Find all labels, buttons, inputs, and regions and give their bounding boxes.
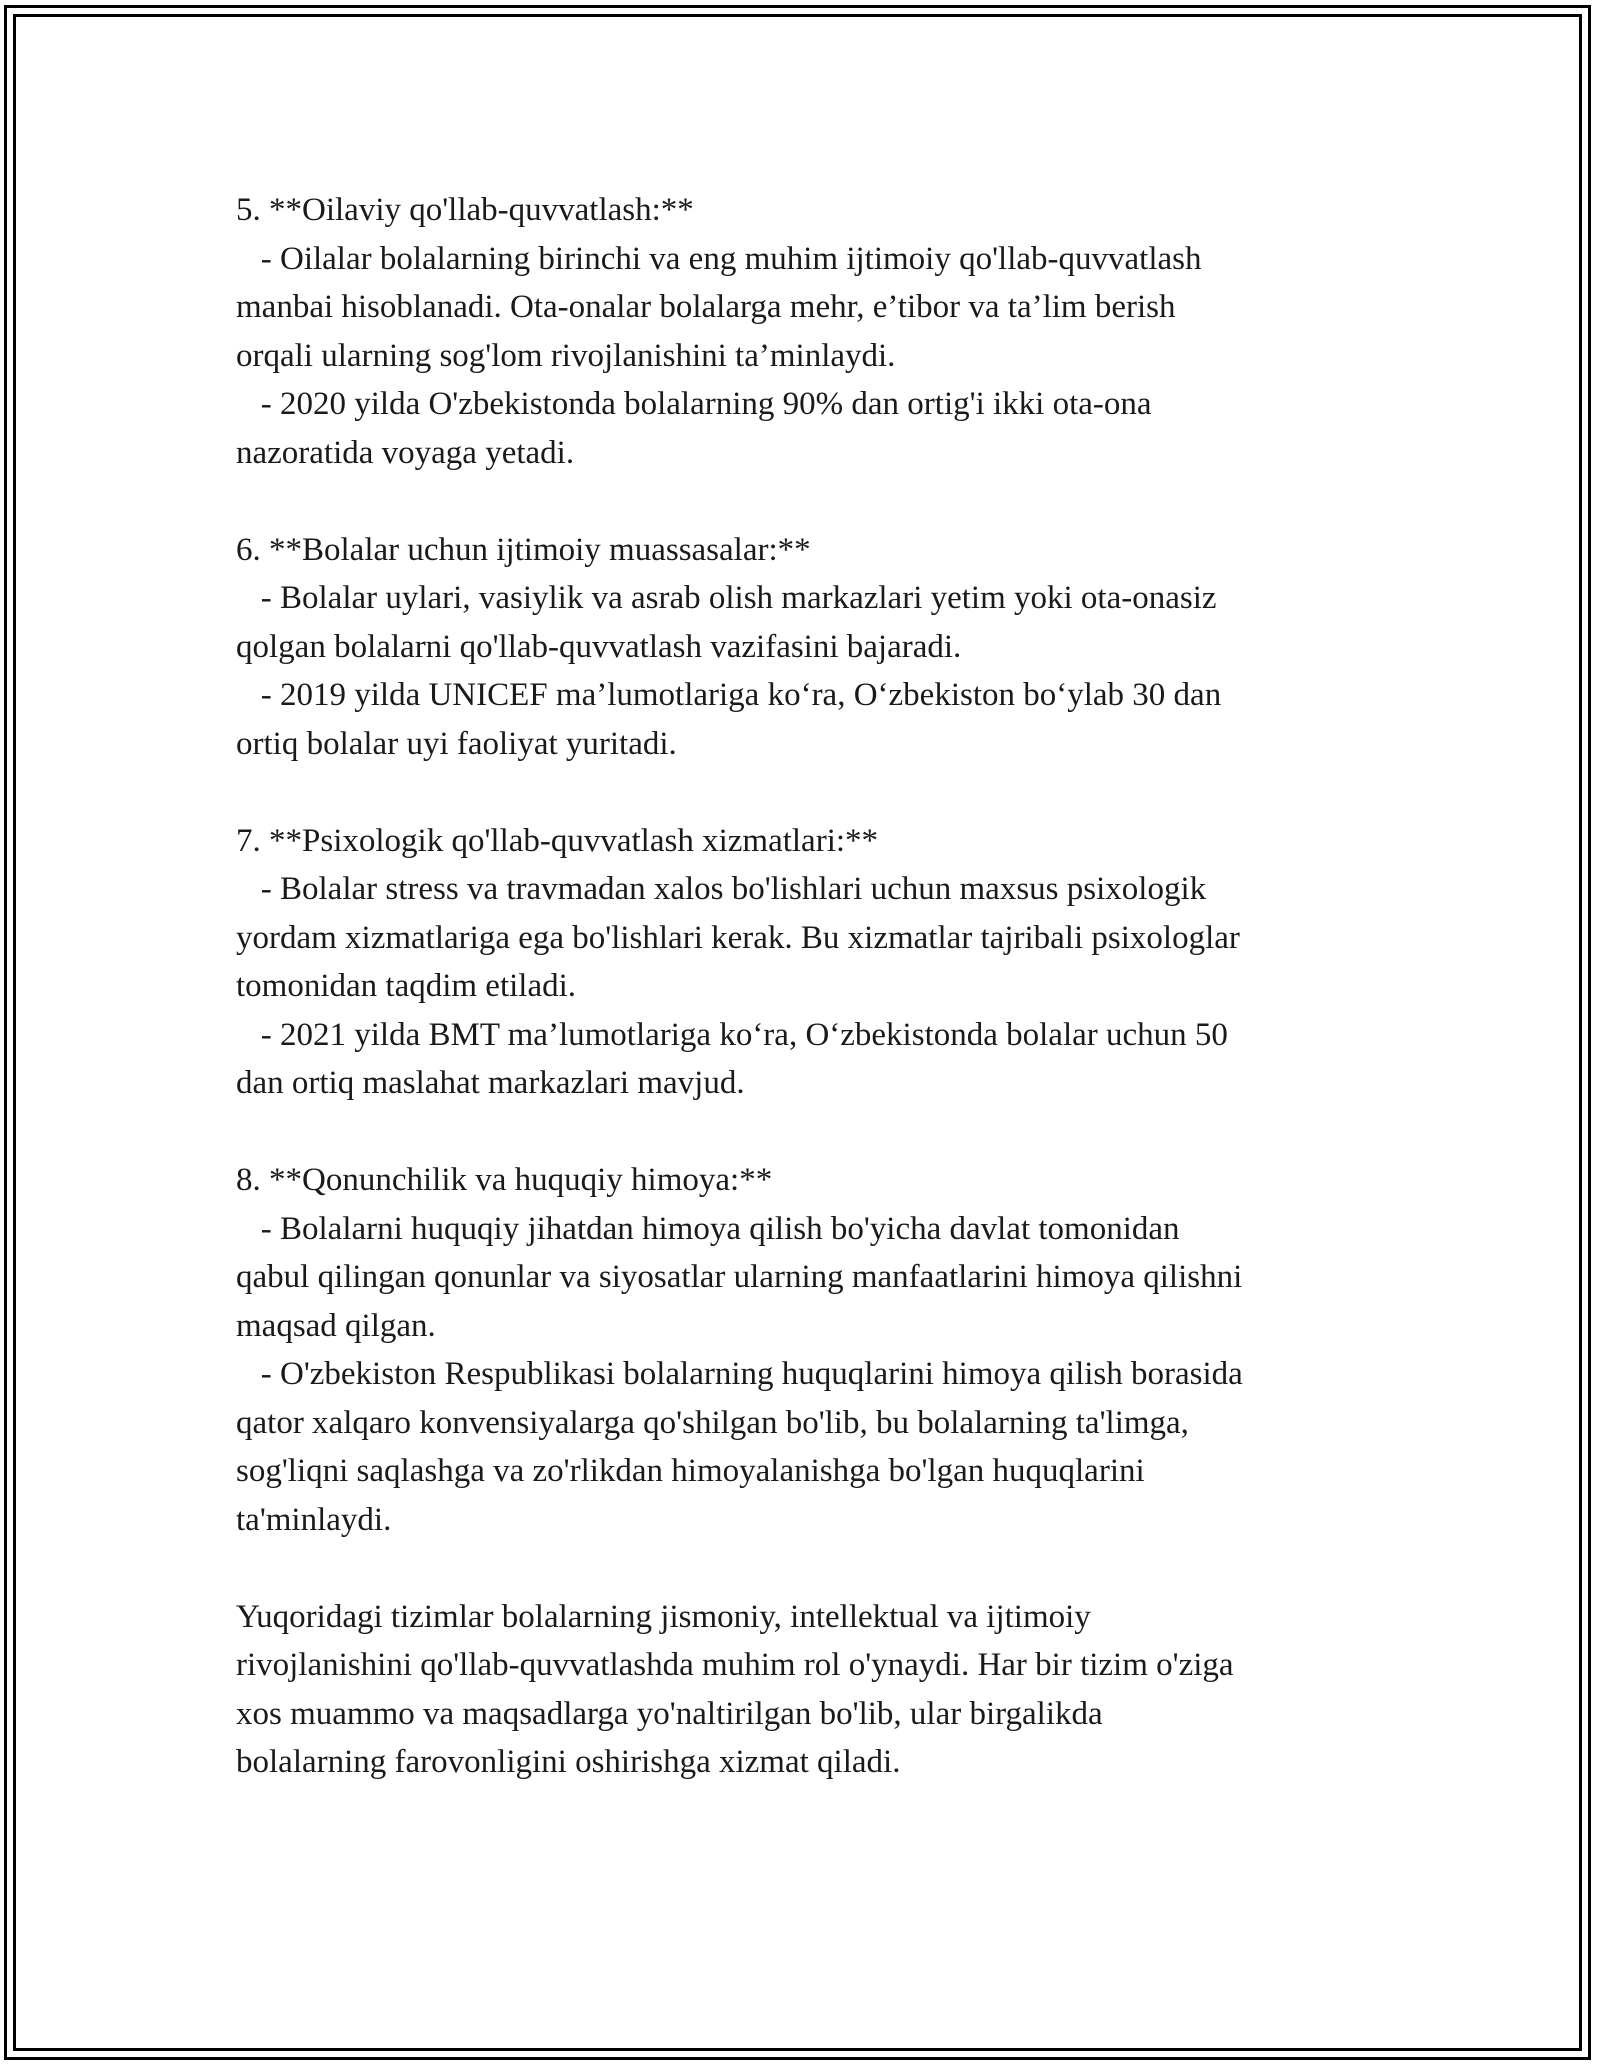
section-heading: 6. **Bolalar uchun ijtimoiy muassasalar:** <box>236 531 811 568</box>
section-social-institutions <box>236 526 1396 769</box>
text-line: tomonidan taqdim etiladi. <box>236 968 577 1004</box>
text-line: manbai hisoblanadi. Ota-onalar bolalarga mehr, e’tibor va ta’lim berish <box>236 289 1176 325</box>
conclusion-paragraph <box>236 1593 1396 1787</box>
text-line: ta'minlaydi. <box>236 1501 392 1538</box>
text-line: orqali ularning sog'lom rivojlanishini ta’minlaydi. <box>236 337 896 374</box>
text-line: - Bolalarni huquqiy jihatdan himoya qilish bo'yicha davlat tomonidan <box>236 1210 1180 1247</box>
text-line: - Bolalar stress va travmadan xalos bo'lishlari uchun maxsus psixologik <box>236 871 1207 907</box>
section-heading: 8. **Qonunchilik va huquqiy himoya:** <box>236 1162 773 1198</box>
text-line: - 2021 yilda BMT ma’lumotlariga ko‘ra, O‘zbekistonda bolalar uchun 50 <box>236 1016 1228 1053</box>
document-body <box>236 186 1396 1835</box>
text-line: xos muammo va maqsadlarga yo'naltirilgan bo'lib, ular birgalikda <box>236 1695 1103 1732</box>
text-line: - 2020 yilda O'zbekistonda bolalarning 90% dan ortig'i ikki ota-ona <box>236 386 1152 422</box>
text-line: - Oilalar bolalarning birinchi va eng muhim ijtimoiy qo'llab-quvvatlash <box>236 240 1202 277</box>
text-line: rivojlanishini qo'llab-quvvatlashda muhim rol o'ynaydi. Har bir tizim o'ziga <box>236 1647 1234 1683</box>
text-line: qolgan bolalarni qo'llab-quvvatlash vazifasini bajaradi. <box>236 628 962 665</box>
text-line: sog'liqni saqlashga va zo'rlikdan himoyalanishga bo'lgan huquqlarini <box>236 1453 1145 1489</box>
text-line: nazoratida voyaga yetadi. <box>236 434 575 471</box>
text-line: maqsad qilgan. <box>236 1307 436 1344</box>
text-line: - Bolalar uylari, vasiylik va asrab olish markazlari yetim yoki ota-onasiz <box>236 580 1217 616</box>
text-line: yordam xizmatlariga ega bo'lishlari kerak. Bu xizmatlar tajribali psixologlar <box>236 919 1240 956</box>
text-line: ortiq bolalar uyi faoliyat yuritadi. <box>236 725 677 762</box>
section-heading: 7. **Psixologik qo'llab-quvvatlash xizmatlari:** <box>236 822 879 859</box>
text-line: - O'zbekiston Respublikasi bolalarning huquqlarini himoya qilish borasida <box>236 1356 1243 1392</box>
text-line: - 2019 yilda UNICEF ma’lumotlariga ko‘ra, O‘zbekiston bo‘ylab 30 dan <box>236 677 1222 713</box>
text-line: bolalarning farovonligini oshirishga xizmat qiladi. <box>236 1744 901 1780</box>
section-heading: 5. **Oilaviy qo'llab-quvvatlash:** <box>236 192 694 228</box>
text-line: dan ortiq maslahat markazlari mavjud. <box>236 1065 745 1101</box>
text-line: qabul qilingan qonunlar va siyosatlar ularning manfaatlarini himoya qilishni <box>236 1259 1243 1295</box>
section-legal-protection <box>236 1156 1396 1544</box>
text-line: Yuqoridagi tizimlar bolalarning jismoniy, intellektual va ijtimoiy <box>236 1598 1091 1635</box>
section-psychological-support <box>236 817 1396 1108</box>
section-family-support <box>236 186 1396 477</box>
text-line: qator xalqaro konvensiyalarga qo'shilgan bo'lib, bu bolalarning ta'limga, <box>236 1404 1189 1441</box>
